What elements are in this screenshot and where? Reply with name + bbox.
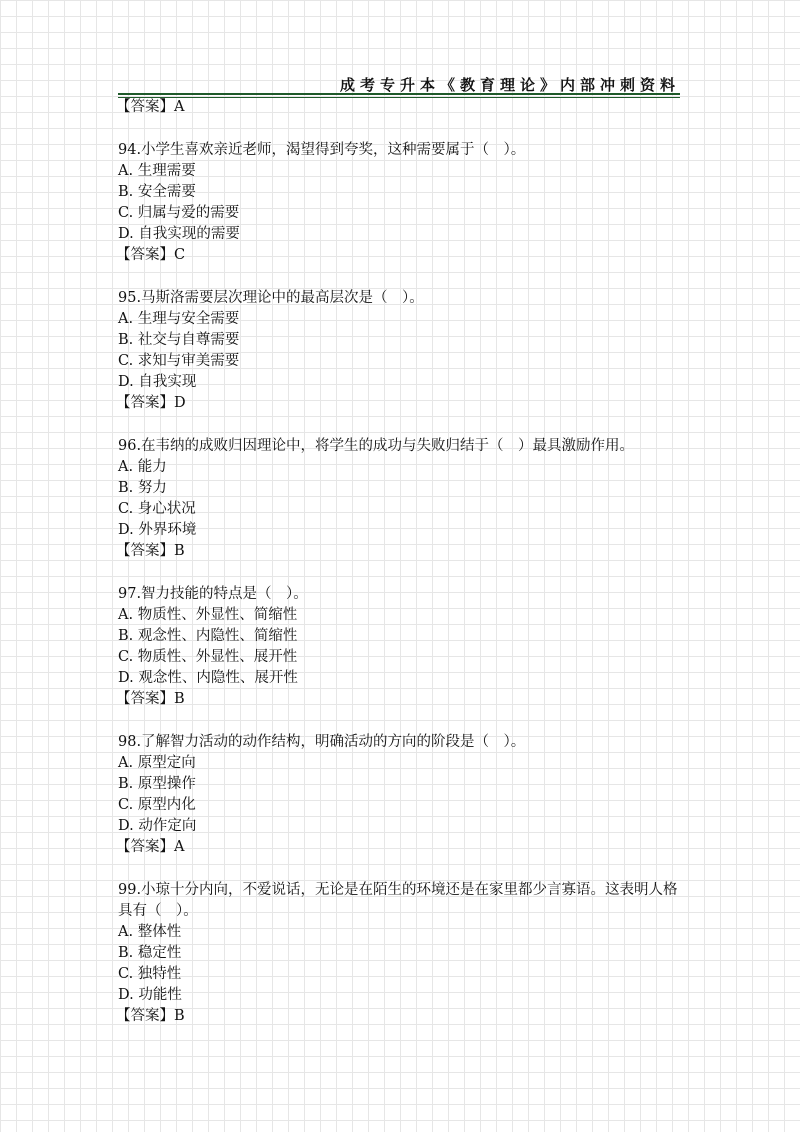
- option-a: A. 物质性、外显性、简缩性: [118, 607, 298, 623]
- option-d: D. 自我实现: [118, 374, 197, 390]
- option-a: A. 生理需要: [118, 163, 196, 179]
- question-94: [118, 140, 688, 266]
- option-c: C. 物质性、外显性、展开性: [118, 649, 298, 665]
- option-c: C. 归属与爱的需要: [118, 205, 240, 221]
- option-b: B. 社交与自尊需要: [118, 332, 240, 348]
- option-b: B. 稳定性: [118, 945, 182, 961]
- option-d: D. 自我实现的需要: [118, 226, 240, 242]
- answer: 【答案】A: [116, 839, 185, 855]
- option-d: D. 外界环境: [118, 522, 197, 538]
- option-b: B. 安全需要: [118, 184, 196, 200]
- question-stem: 99.小琼十分内向，不爱说话，无论是在陌生的环境还是在家里都少言寡语。这表明人格具有（ ）。: [118, 882, 678, 919]
- answer: 【答案】B: [116, 1008, 185, 1024]
- option-b: B. 努力: [118, 480, 167, 496]
- question-95: [118, 288, 688, 414]
- question-stem: 98.了解智力活动的动作结构，明确活动的方向的阶段是（ ）。: [118, 734, 526, 750]
- option-c: C. 身心状况: [118, 501, 196, 517]
- option-b: B. 观念性、内隐性、简缩性: [118, 628, 298, 644]
- option-d: D. 功能性: [118, 987, 182, 1003]
- header-divider: [118, 93, 680, 95]
- header-title: 成考专升本《教育理论》内部冲刺资料: [339, 76, 680, 94]
- question-stem: 94.小学生喜欢亲近老师，渴望得到夸奖，这种需要属于（ ）。: [118, 142, 526, 158]
- answer: 【答案】D: [116, 395, 186, 411]
- option-b: B. 原型操作: [118, 776, 196, 792]
- option-c: C. 求知与审美需要: [118, 353, 240, 369]
- option-a: A. 能力: [118, 459, 167, 475]
- question-99: [118, 880, 688, 1027]
- option-a: A. 整体性: [118, 924, 182, 940]
- option-d: D. 动作定向: [118, 818, 197, 834]
- option-a: A. 原型定向: [118, 755, 196, 771]
- question-stem: 95.马斯洛需要层次理论中的最高层次是（ ）。: [118, 290, 424, 306]
- option-c: C. 独特性: [118, 966, 182, 982]
- question-list: [118, 97, 688, 1027]
- option-d: D. 观念性、内隐性、展开性: [118, 670, 298, 686]
- answer: 【答案】C: [116, 247, 186, 263]
- question-98: [118, 732, 688, 858]
- answer-93: 【答案】A: [116, 99, 185, 115]
- answer: 【答案】B: [116, 543, 185, 559]
- question-stem: 97.智力技能的特点是（ ）。: [118, 586, 308, 602]
- question-97: [118, 584, 688, 710]
- option-a: A. 生理与安全需要: [118, 311, 240, 327]
- question-96: [118, 436, 688, 562]
- option-c: C. 原型内化: [118, 797, 196, 813]
- question-stem: 96.在韦纳的成败归因理论中，将学生的成功与失败归结于（ ）最具激励作用。: [118, 438, 635, 454]
- answer: 【答案】B: [116, 691, 185, 707]
